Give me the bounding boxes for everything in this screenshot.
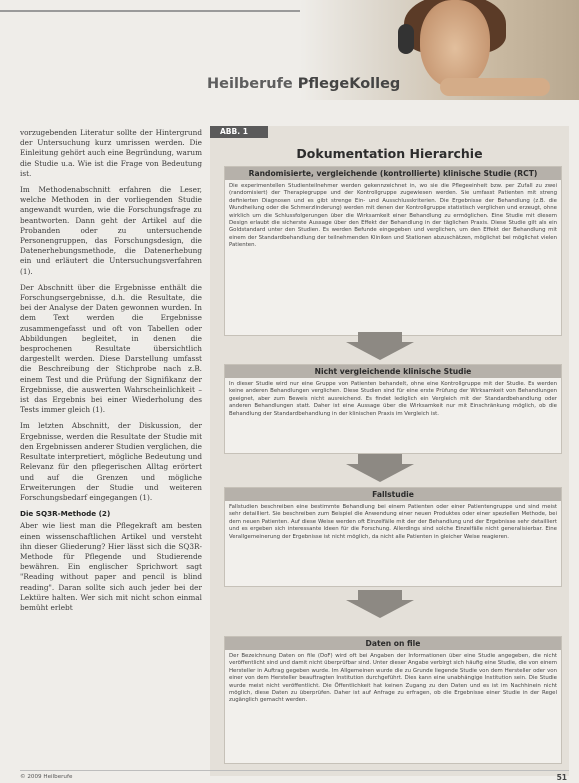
kolleg-title-part2: PflegeKolleg bbox=[297, 76, 401, 92]
hierarchy-box-heading: Daten on file bbox=[225, 637, 561, 650]
article-paragraph: Im letzten Abschnitt, der Diskussion, der Ergebnisse, werden die Resultate der Studie mit den Ergebnissen anderer Studien verglichen, die Resultate interpretiert, mögliche Bedeutung und Relevanz für den pflegerischen Alltag erörtert und auf die Grenzen und mögliche Erweiterungen der Studie und weiteren Forschungsbedarf eingegangen (1). bbox=[20, 421, 203, 502]
hierarchy-box-text: Die experimentellen Studienteilnehmer werden gekennzeichnet in, wo sie die Pflegeeinheit bzw. per Zufall zu zwei (randomisiert) der Therapiegruppe und der Kontrollgruppe zugewiesen werden. Sie umfasst Patienten mit streng definierten Diagnosen und es gibt strenge Ein- und Ausschlusskriterien. Die Ergebnisse der Behandlung (z.B. die Wundheilung oder die Schmerzlinderung) werden mit denen der Kontrollgruppe statistisch verglichen und erzeugt, ohne wirklich um die Schlussfolgerungen über die Wirksamkeit einer Behandlung zu ermöglichen. Eine Studie mit diesem Design erlaubt die sicherste Aussage über den Effekt der Behandlung in der täglichen Praxis. Diese Studie gilt als ein Goldstandard unter den Studien. Es werden Befunde eingegeben und verglichen, um den Effekt der Behandlung mit einem der Standardbehandlung der teilnehmenden Kliniken und Stationen abzuschätzen, möglichst bei möglichst vielen Patienten. bbox=[229, 183, 557, 249]
headphone-icon bbox=[398, 24, 414, 54]
figure-tag: ABB. 1 bbox=[210, 126, 268, 138]
hierarchy-box-case-study bbox=[224, 487, 562, 587]
arrow-down-icon bbox=[346, 342, 414, 360]
arrow-down-icon bbox=[358, 454, 402, 464]
article-column bbox=[20, 128, 202, 619]
arrow-down-icon bbox=[358, 332, 402, 342]
arrow-down-icon bbox=[346, 464, 414, 482]
photo-hand bbox=[440, 78, 550, 96]
hierarchy-box-text: Der Bezeichnung Daten on file (DoF) wird oft bei Angaben der Informationen über eine Studie angegeben, die nicht veröffentlicht sind und damit nicht überprüfbar sind. Unter dieser Angabe verbirgt sich häufig eine Studie, die von einem Hersteller in Auftrag gegeben wurde. Im Allgemeinen wurde die zu Grunde liegende Studie von dem Hersteller oder von einer von dem Hersteller beauftragten Institution durchgeführt. Dies kann eine unabhängige Institution sein. Die Studie wurde meist nicht veröffentlicht. Die Öffentlichkeit hat keinen Zugang zu den Daten und es ist im Nachhinein nicht möglich, diese Daten zu überprüfen. Daher ist auf Anfrage zu erfragen, ob die Ergebnisse einer Studie in der Regel zugänglich gemacht werden. bbox=[229, 653, 557, 704]
hierarchy-box-non-comparative bbox=[224, 364, 562, 454]
footer-rule bbox=[20, 770, 569, 771]
hierarchy-box-heading: Fallstudie bbox=[225, 488, 561, 501]
kolleg-title bbox=[207, 76, 400, 92]
hierarchy-box-text: In dieser Studie wird nur eine Gruppe von Patienten behandelt, ohne eine Kontrollgruppe mit der Studie. Es werden keine anderen Behandlungen verglichen. Diese Studien sind für eine erste Prüfung der Wirksamkeit von Behandlungen geeignet, aber zum Beweis nicht ausreichend. Es findet lediglich ein Vergleich mit der Standardbehandlung oder anderen Behandlungen statt. Daher ist eine Aussage über die Wirksamkeit nur mit Einschränkung möglich, ob die Behandlung der Standardbehandlung in der klinischen Praxis im Vergleich ist. bbox=[229, 381, 557, 417]
arrow-down-icon bbox=[346, 600, 414, 618]
photo-face bbox=[420, 0, 490, 88]
hierarchy-box-heading: Randomisierte, vergleichende (kontrollierte) klinische Studie (RCT) bbox=[225, 167, 561, 180]
page-number: 51 bbox=[556, 773, 567, 782]
article-paragraph: vorzugebenden Literatur sollte der Hintergrund der Untersuchung kurz umrissen werden. Die Einleitung gehört auch eine Begründung, warum die Studie u.a. Wie ist die Frage von Bedeutung ist. bbox=[20, 128, 202, 178]
article-paragraph: Aber wie liest man die Pflegekraft am besten einen wissenschaftlichen Artikel und versteht ihn dieser Gliederung? Hier lässt sich die SQ3R-Methode für Pflegende und Studierende bewähren. Ein englischer Sprichwort sagt "Reading without paper and pencil is blind reading". Daran sollte sich auch jeder bei der Lektüre halten. Wer sich mit nicht schon einmal bemüht erlebt bbox=[20, 521, 202, 612]
hierarchy-box-text: Fallstudien beschreiben eine bestimmte Behandlung bei einem Patienten oder einer Patientengruppe und sind meist sehr detailliert. Sie beschreiben zum Beispiel die Anwendung einer neuen Produktes oder einer speziellen Methode, bei dem neuen Patienten. Auf diese Weise werden oft Einzelfälle mit der der Behandlung und der Ergebnisse sehr detailliert und es ergeben sich interessante Ideen für die Forschung. Allerdings sind solche Einzelfälle nicht generalisierbar. Eine Verallgemeinerung der Ergebnisse ist nicht möglich, da nicht alle Patienten in gleicher Weise reagieren. bbox=[229, 504, 557, 540]
kolleg-title-part1: Heilberufe bbox=[207, 76, 298, 92]
footer-copyright: © 2009 Heilberufe bbox=[20, 774, 73, 780]
article-paragraph: Der Abschnitt über die Ergebnisse enthält die Forschungsergebnisse, d.h. die Resultate, die bei der Analyse der Daten gewonnen wurden. In dem Text werden die Ergebnisse zusammengefasst und oft von Tabellen oder Abbildungen begleitet, in denen die besprochenen Resultate übersichtlich dargestellt werden. Diese Darstellung umfasst die Beschreibung der Stichprobe nach z.B. einem Test und die Prüfung der Signifikanz der Ergebnisse, die auswerten Wahrscheinlichkeit – ist das Ergebnis bei einer Wiederholung des Tests immer gleich (1). bbox=[20, 282, 202, 415]
article-paragraph: Im Methodenabschnitt erfahren die Leser, welche Methoden in der vorliegenden Studie angewandt wurden, wie die Forschungsfrage zu beantworten. Dann geht der Artikel auf die Probanden oder zu untersuchende Personengruppen, das Forschungsdesign, die Datenerhebungsmethode, die Datenerhebung ein und erläutert die Untersuchungsverfahren (1). bbox=[20, 185, 202, 276]
article-subheading: Die SQ3R-Methode (2) bbox=[20, 509, 111, 519]
figure-title: Dokumentation Hierarchie bbox=[296, 146, 483, 161]
hierarchy-box-data-on-file bbox=[224, 636, 562, 764]
hierarchy-box-heading: Nicht vergleichende klinische Studie bbox=[225, 365, 561, 378]
hierarchy-box-rct bbox=[224, 166, 562, 336]
arrow-down-icon bbox=[358, 590, 402, 600]
